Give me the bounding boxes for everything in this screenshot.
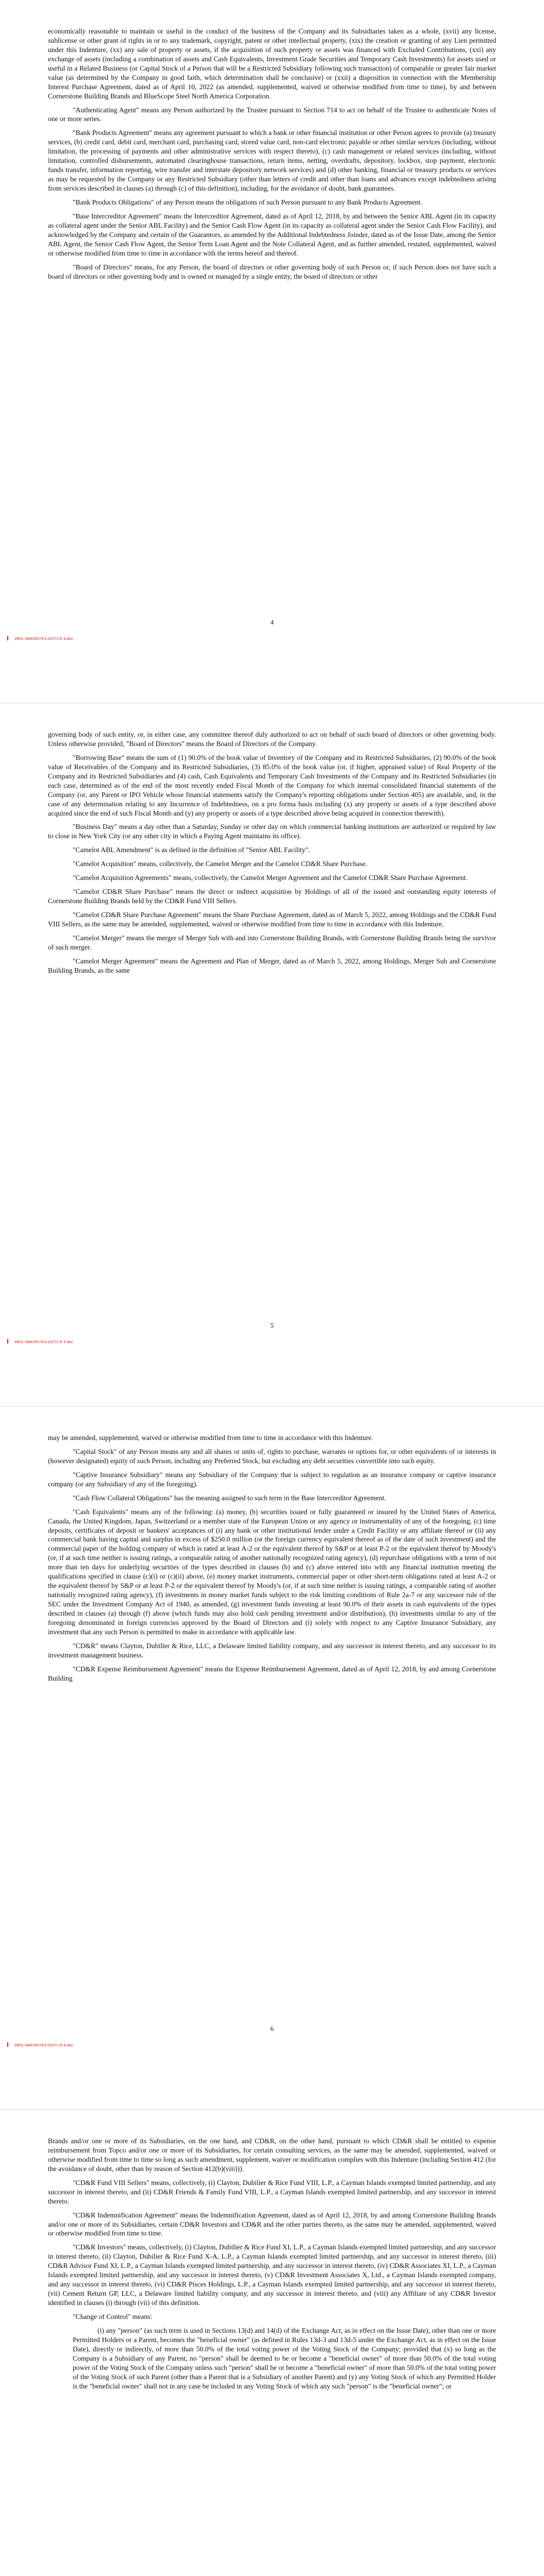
definition-paragraph: "Bank Products Obligations" of any Person means the obligations of such Person pursuant to any Bank Products Agreement. [73, 198, 422, 206]
definition-paragraph: "CD&R Investors" means, collectively, (i) Clayton, Dubilier & Rice Fund XI, L.P., a Cayman Islands exempted limited partnership, and any successor in interest thereto, (ii) Clayton, Dubilier & Rice Fund X-A, L.P., a Cayman Islands exempted limited partnership, and any successor in interest thereto, (iii) CD&R Advisor Fund XI, L.P., a Cayman Islands exempted limited partnership, and any successor in interest thereto, (iv) CD&R Associates XI, L.P., a Cayman Islands exempted limited partnership, and any successor in interest thereto, (v) CD&R Investment Associates X, Ltd., a Cayman Islands exempted company, and any successor in interest thereto, (vi) CD&R Pisces Holdings, L.P., a Cayman Islands exempted limited partnership, and any successor in interest thereto, (vii) Cement Return GP, LLC, a Delaware limited liability company, and any successor in interest thereto, and (viii) any Affiliate of any CD&R Investor identified in clauses (i) through (vii) of this definition. [48, 2243, 496, 2307]
paragraph: governing body of such entity, or, in either case, any committee thereof duly authorized to act on behalf of such board of directors or other governing body. Unless otherwise provided, "Board of Directors" means the Board of Directors of the Company. [48, 731, 496, 748]
page-number: 5 [270, 1321, 274, 1329]
definition-paragraph: "Board of Directors" means, for any Person, the board of directors or other governing body of such Person or, if such Person does not have such a board of directors or other governing body and is owned or managed by a single entity, the board of directors or other [48, 263, 496, 280]
page-number: 4 [270, 618, 274, 626]
definition-paragraph: "CD&R Indemnification Agreement" means the Indemnification Agreement, dated as of April 12, 2018, by and among Cornerstone Building Brands and/or one or more of its Subsidiaries, certain CD&R Investors and CD&R and the other parties thereto, as the same may be amended, supplemented, waived or otherwise modified from time to time. [48, 2211, 496, 2238]
document-page [0, 0, 544, 703]
document-id-footer [7, 2042, 73, 2047]
definition-paragraph: "Change of Control" means: [73, 2312, 153, 2320]
page-number: 6 [270, 2025, 274, 2032]
definition-paragraph: "Authenticating Agent" means any Person authorized by the Trustee pursuant to Section 714 to act on behalf of the Trustee to authenticate Notes of one or more series. [48, 106, 496, 123]
document-page [0, 1406, 544, 2110]
definition-paragraph: "Camelot Merger" means the merger of Merger Sub with and into Cornerstone Building Brands, with Cornerstone Building Brands being the survivor of such merger. [48, 934, 496, 951]
page-body [48, 2137, 496, 2395]
page-body [48, 27, 496, 285]
document-page [0, 2110, 544, 2576]
paragraph: economically reasonable to maintain or useful in the conduct of the business of the Company and its Subsidiaries taken as a whole, (xvii) any license, sublicense or other grant of rights in or to any trademark, copyright, patent or other intellectual property, (xix) the creation or granting of any Lien permitted under this Indenture, (xx) any sale of property or assets, if the acquisition of such property or assets was financed with Excluded Contributions, (xxi) any exchange of assets (including a combination of assets and Cash Equivalents, Investment Grade Securities and Temporary Cash Investments) for assets used or useful in a Related Business (or Capital Stock of a Person that will be a Restricted Subsidiary following such transaction) of comparable or greater fair market value (as determined by the Company in good faith, which determination shall be conclusive) or (xxii) a disposition in connection with the Membership Interest Purchase Agreement, dated as of April 10, 2022 (as amended, supplemented, waived or otherwise modified from time to time), by and between Cornerstone Building Brands and BlueScope Steel North America Corporation. [48, 27, 496, 100]
doc-id-text: WEIL:\98435574\1\15271.0\ 6.doc [14, 1340, 73, 1344]
document-page [0, 703, 544, 1406]
page-body [48, 730, 496, 980]
definition-paragraph: "Cash Equivalents" means any of the following: (a) money, (b) securities issued or fully guaranteed or insured by the United States of America, Canada, the United Kingdom, Japan, Switzerland or a member state of the European Union or any agency or instrumentality of any of the foregoing, (c) time deposits, certificates of deposit or bankers' acceptances of (i) any bank or other institutional lender under a Credit Facility or any affiliate thereof or (ii) any commercial bank having capital and surplus in excess of $250.0 million (or the foreign currency equivalent thereof as of the date of such investment) and the commercial paper of the holding company of which is rated at least A-2 or the equivalent thereof by S&P or at least P-2 or the equivalent thereof by Moody's (or, if at such time neither is issuing ratings, a comparable rating of another nationally recognized rating agency), (d) repurchase obligations with a term of not more than ten days for underlying securities of the types described in clauses (b) and (c) above entered into with any financial institution meeting the qualifications specified in clause (c)(i) or (c)(ii) above, (e) money market instruments, commercial paper or other short-term obligations rated at least A-2 or the equivalent thereof by S&P or at least P-2 or the equivalent thereof by Moody's (or, if at such time neither is issuing ratings, a comparable rating of another nationally recognized rating agency), (f) investments in money market funds subject to the risk limiting conditions of Rule 2a-7 or any successor rule of the SEC under the Investment Company Act of 1940, as amended, (g) investment funds investing at least 90.0% of their assets in cash equivalents of the types described in clauses (a) through (f) above (which funds may also hold cash pending investment and/or distribution), (h) investments similar to any of the foregoing denominated in foreign currencies approved by the Board of Directors and (i) solely with respect to any Captive Insurance Subsidiary, any investment that any such Person is permitted to make in accordance with applicable law. [48, 1507, 496, 1636]
definition-paragraph: "CD&R Expense Reimbursement Agreement" means the Expense Reimbursement Agreement, dated as of April 12, 2018, by and among Cornerstone Building [48, 1665, 496, 1682]
definition-paragraph: "Camelot CD&R Share Purchase" means the direct or indirect acquisition by Holdings of all of the issued and outstanding equity interests of Cornerstone Building Brands held by the CD&R Fund VIII Sellers. [48, 888, 496, 905]
doc-id-text: WEIL:\98435574\1\15271.0\ 6.doc [14, 636, 73, 641]
revision-bar [7, 1339, 8, 1344]
definition-paragraph: "Business Day" means a day other than a Saturday, Sunday or other day on which commercial banking institutions are authorized or required by law to close in New York City (or any other city in which a Paying Agent maintains its office). [48, 823, 496, 840]
definition-paragraph: "Camelot Acquisition" means, collectively, the Camelot Merger and the Camelot CD&R Share Purchase. [73, 860, 368, 868]
definition-paragraph: "CD&R" means Clayton, Dubilier & Rice, LLC, a Delaware limited liability company, and any successor in interest thereto, and any successor to its investment management business. [48, 1641, 496, 1659]
definition-paragraph: "Camelot CD&R Share Purchase Agreement" means the Share Purchase Agreement, dated as of March 5, 2022, among Holdings and the CD&R Fund VIII Sellers, as the same may be amended, supplemented, waived or otherwise modified from time to time in accordance with this Indenture. [48, 911, 496, 928]
revision-bar [7, 636, 8, 640]
document-id-footer [7, 1339, 73, 1344]
doc-id-text: WEIL:\98435574\1\15271.0\ 6.doc [14, 2043, 73, 2047]
paragraph: may be amended, supplemented, waived or otherwise modified from time to time in accordance with this Indenture. [48, 1434, 373, 1442]
definition-paragraph: "Base Intercreditor Agreement" means the Intercreditor Agreement, dated as of April 12, 2018, by and between the Senior ABL Agent (in its capacity as collateral agent under the Senior ABL Facility) and the Senior Cash Flow Agent (in its capacity as collateral agent under the Senior Cash Flow Facility), and acknowledged by the Company and certain of the Guarantors, as amended by the Additional Indebtedness Joinder, dated as of the Issue Date, among the Senior ABL Agent, the Senior Cash Flow Agent, the Senior Term Loan Agent and the Note Collateral Agent, and as further amended, restated, supplemented, waived or otherwise modified from time to time in accordance with the terms hereof and thereof. [48, 212, 496, 257]
revision-bar [7, 2042, 8, 2047]
definition-paragraph: "Bank Products Agreement" means any agreement pursuant to which a bank or other financial institution or other Person agrees to provide (a) treasury services, (b) credit card, debit card, merchant card, purchasing card, stored value card, non-card electronic payable or other similar services (including, without limitation, the processing of payments and other administrative services with respect thereto), (c) cash management or related services (including, without limitation, controlled disbursements, automated clearinghouse transactions, return items, netting, overdrafts, depository, lockbox, stop payment, electronic funds transfer, information reporting, wire transfer and interstate depository network services) and (d) other banking, financial or treasury products or services as may be requested by the Company or any Restricted Subsidiary (other than letters of credit and other than loans and advances except indebtedness arising from services described in clauses (a) through (c) of this definition), including, for the avoidance of doubt, bank guarantees. [48, 129, 496, 192]
document-id-footer [7, 636, 73, 641]
paragraph: Brands and/or one or more of its Subsidiaries, on the one hand, and CD&R, on the other hand, pursuant to which CD&R shall be entitled to expense reimbursement from Topco and/or one or more of its Subsidiaries, for certain consulting services, as the same may be amended, supplemented, waived or otherwise modified from time to time so long as such amendment, supplement, waiver or modification complies with this Indenture (including Section 412 (for the avoidance of doubt, other than by reason of Section 412(b)(viii))). [48, 2137, 496, 2173]
page-body [48, 1433, 496, 1688]
definition-paragraph: "Cash Flow Collateral Obligations" has the meaning assigned to such term in the Base Intercreditor Agreement. [73, 1494, 386, 1502]
definition-paragraph: "Camelot Acquisition Agreements" means, collectively, the Camelot Merger Agreement and the Camelot CD&R Share Purchase Agreement. [73, 874, 468, 882]
definition-paragraph: "Camelot ABL Amendment" is as defined in the definition of "Senior ABL Facility". [73, 846, 310, 854]
definition-paragraph: "CD&R Fund VIII Sellers" means, collectively, (i) Clayton, Dubilier & Rice Fund VIII, L.P., a Cayman Islands exempted limited partnership, and any successor in interest thereto, and (ii) CD&R Friends & Family Fund VIII, L.P., a Cayman Islands exempted limited partnership, and any successor in interest thereto. [48, 2178, 496, 2205]
definition-paragraph: "Camelot Merger Agreement" means the Agreement and Plan of Merger, dated as of March 5, 2022, among Holdings, Merger Sub and Cornerstone Building Brands, as the same [48, 957, 496, 974]
definition-paragraph: "Captive Insurance Subsidiary" means any Subsidiary of the Company that is subject to regulation as an insurance company or captive insurance company (or any Subsidiary of any of the foregoing). [48, 1470, 496, 1488]
definition-paragraph: "Borrowing Base" means the sum of (1) 90.0% of the book value of Inventory of the Company and its Restricted Subsidiaries, (2) 90.0% of the book value of Receivables of the Company and its Restricted Subsidiaries, (3) 85.0% of the book value (or, if higher, appraised value) of Real Property of the Company and its Restricted Subsidiaries and (4) cash, Cash Equivalents and Temporary Cash Investments of the Company and its Restricted Subsidiaries (in each case, determined as of the end of the most recently ended Fiscal Month of the Company for which internal consolidated financial statements of the Company (or, any Parent or IPO Vehicle whose financial statements satisfy the Company's reporting obligations under Section 405) are available, and, in the case of any determination relating to any Incurrence of Indebtedness, on a pro forma basis including (x) any property or assets of a type described above acquired since the end of such Fiscal Month and (y) any property or assets of a type described above being acquired in connection therewith). [48, 753, 496, 817]
definition-paragraph: "Capital Stock" of any Person means any and all shares or units of, rights to purchase, warrants or options for, or other equivalents of or interests in (however designated) equity of such Person, including any Preferred Stock, but excluding any debt securities convertible into such equity. [48, 1447, 496, 1465]
clause-paragraph: (i) any "person" (as such term is used in Sections 13(d) and 14(d) of the Exchange Act, as in effect on the Issue Date), other than one or more Permitted Holders or a Parent, becomes the "beneficial owner" (as defined in Rules 13d-3 and 13d-5 under the Exchange Act, as in effect on the Issue Date), directly or indirectly, of more than 50.0% of the total voting power of the Voting Stock of the Company; provided that (x) so long as the Company is a Subsidiary of any Parent, no "person" shall be deemed to be or become a "beneficial owner" of more than 50.0% of the total voting power of the Voting Stock of the Company unless such "person" shall be or become a "beneficial owner" of more than 50.0% of the total voting power of the Voting Stock of such Parent (other than a Parent that is a Subsidiary of another Parent) and (y) any Voting Stock of which any Permitted Holder is the "beneficial owner" shall not in any case be included in any Voting Stock of which any such "person" is the "beneficial owner"; or [73, 2326, 496, 2390]
